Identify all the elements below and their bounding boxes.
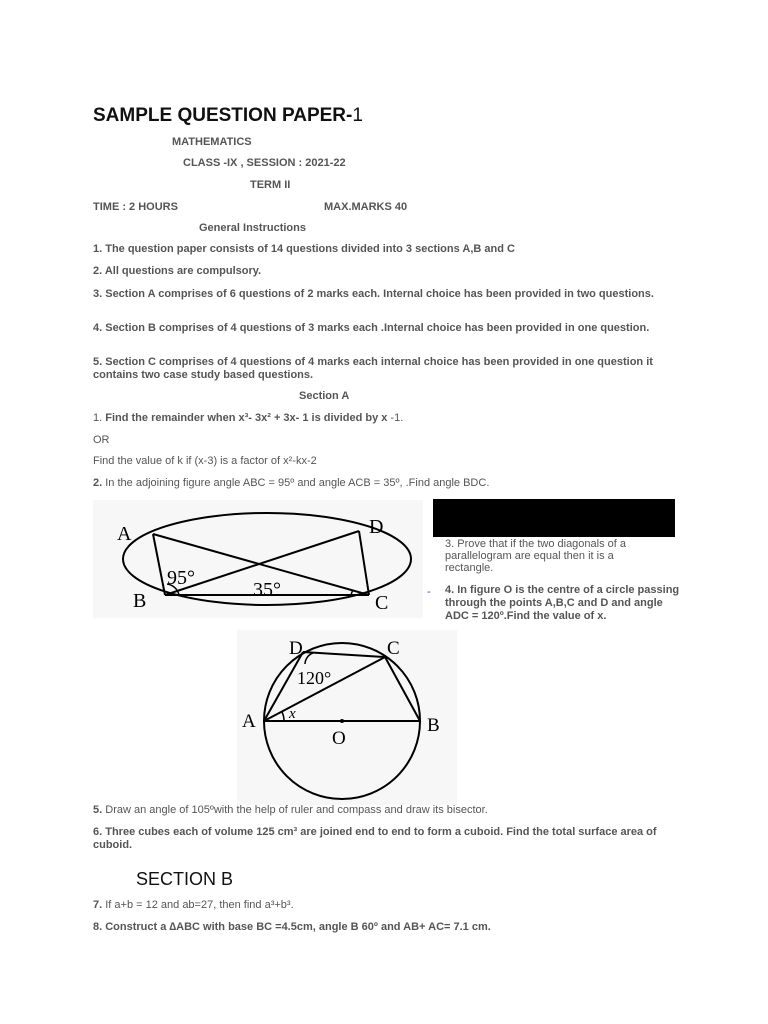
figure-1-angle-c: 35° [253, 579, 281, 601]
title-number: 1 [352, 105, 363, 126]
section-b-heading: SECTION B [136, 869, 234, 889]
figure-2-circle-diagram [237, 630, 457, 805]
section-a-heading: Section A [299, 390, 350, 402]
figure-2-angle-x: x [289, 706, 296, 722]
question-4: 4. In figure O is the centre of a circle passing through the points A,B,C and D and angle ADC = 120º.Find the value of x. [445, 584, 680, 622]
figure-2-label-a: A [242, 711, 256, 732]
figure-1-label-d: D [369, 516, 384, 538]
instruction-1: 1. The question paper consists of 14 questions divided into 3 sections A,B and C [93, 243, 515, 255]
title-text: SAMPLE QUESTION PAPER- [93, 105, 353, 126]
instruction-5: 5. Section C comprises of 4 questions of 4 marks each internal choice has been provided in one question it contains two case study based questions. [93, 356, 653, 381]
q2-number: 2. [93, 477, 103, 489]
q7-number: 7. [93, 899, 103, 911]
figure-2-label-o: O [332, 728, 346, 749]
question-7 [93, 899, 294, 911]
figure-1-label-b: B [133, 590, 147, 612]
q7-text: If a+b = 12 and ab=27, then find a³+b³. [105, 899, 294, 911]
figure-2-label-c: C [387, 638, 400, 659]
or-label: OR [93, 434, 110, 446]
q1-text: Find the remainder when x³- 3x² + 3x- 1 is divided by x [105, 412, 388, 424]
question-2 [93, 477, 489, 489]
redaction-box [433, 499, 675, 537]
class-session: CLASS -IX , SESSION : 2021-22 [183, 157, 346, 169]
question-8: 8. Construct a ∆ABC with base BC =4.5cm, angle B 60º and AB+ AC= 7.1 cm. [93, 921, 491, 933]
subject: MATHEMATICS [172, 136, 252, 148]
q5-number: 5. [93, 804, 103, 816]
max-marks: MAX.MARKS 40 [324, 201, 408, 213]
q5-text: Draw an angle of 105ºwith the help of ruler and compass and draw its bisector. [105, 804, 488, 816]
instructions-heading: General Instructions [199, 222, 306, 234]
figure-2-label-d: D [289, 638, 303, 659]
figure-2-label-b: B [427, 715, 440, 736]
instruction-4: 4. Section B comprises of 4 questions of 3 marks each .Internal choice has been provided in one question. [93, 322, 650, 334]
q1-tail: -1. [390, 412, 404, 424]
q1-alternative: Find the value of k if (x-3) is a factor of x²-kx-2 [93, 455, 317, 467]
term: TERM II [250, 179, 291, 191]
question-6: 6. Three cubes each of volume 125 cm³ are joined end to end to form a cuboid. Find the total surface area of cuboid. [93, 826, 657, 851]
figure-1-angle-b: 95° [167, 567, 195, 589]
time: TIME : 2 HOURS [93, 201, 178, 213]
q1-number: 1. [93, 412, 103, 424]
question-3: 3. Prove that if the two diagonals of a parallelogram are equal then it is a rectangle. [445, 538, 627, 574]
q2-text: In the adjoining figure angle ABC = 95º and angle ACB = 35º, .Find angle BDC. [105, 477, 490, 489]
figure-1-circle-diagram [93, 500, 423, 618]
figure-1-label-c: C [375, 592, 389, 614]
instruction-3: 3. Section A comprises of 6 questions of 2 marks each. Internal choice has been provided in two questions. [93, 288, 654, 300]
q4-bullet: - [427, 586, 431, 598]
instruction-2: 2. All questions are compulsory. [93, 265, 262, 277]
question-1 [93, 412, 403, 424]
figure-1-label-a: A [117, 523, 132, 545]
centre-point [340, 719, 344, 723]
figure-2-angle-d: 120° [297, 668, 332, 688]
page-title [93, 105, 363, 127]
question-5 [93, 804, 488, 816]
